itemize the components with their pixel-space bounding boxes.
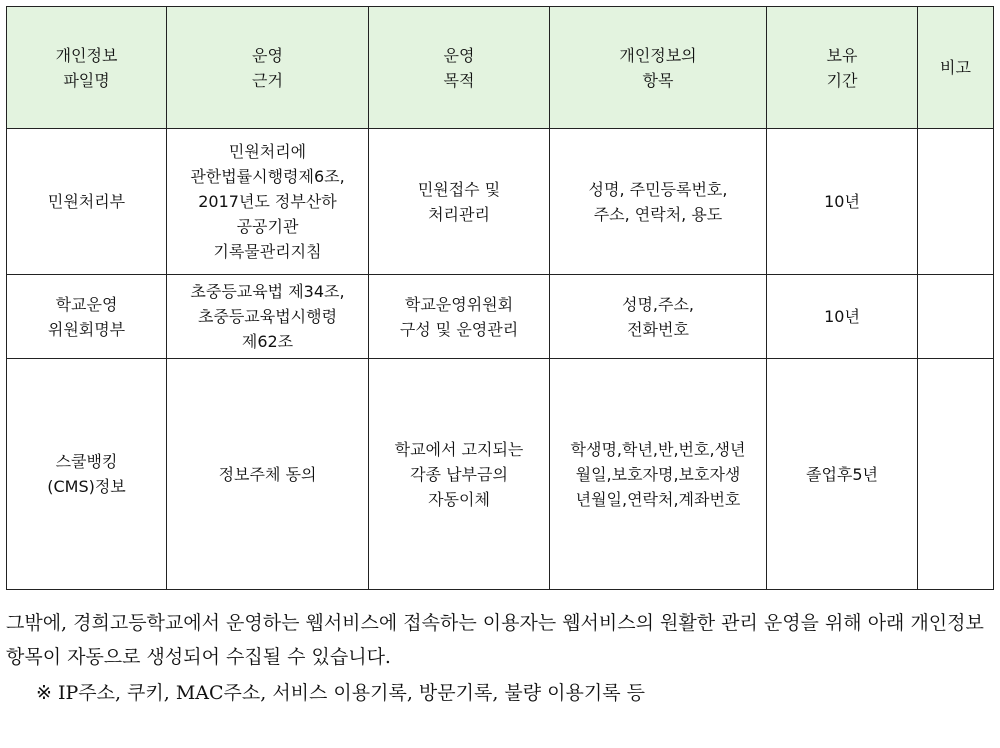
cell-legal-basis: 초중등교육법 제34조, 초중등교육법시행령 제62조 [167,275,369,359]
cell-file-name: 학교운영 위원회명부 [7,275,167,359]
cell-items: 성명,주소, 전화번호 [550,275,767,359]
header-legal-basis: 운영 근거 [167,7,369,129]
cell-purpose: 민원접수 및 처리관리 [369,129,550,275]
cell-file-name: 스쿨뱅킹 (CMS)정보 [7,359,167,590]
header-items: 개인정보의 항목 [550,7,767,129]
cell-retention: 10년 [767,275,918,359]
header-purpose: 운영 목적 [369,7,550,129]
cell-purpose: 학교운영위원회 구성 및 운영관리 [369,275,550,359]
cell-file-name: 민원처리부 [7,129,167,275]
auto-collected-items: ※ IP주소, 쿠키, MAC주소, 서비스 이용기록, 방문기록, 불량 이용기록 등 [36,682,645,704]
privacy-file-table [6,6,994,590]
cell-items: 성명, 주민등록번호, 주소, 연락처, 용도 [550,129,767,275]
auto-collection-notice: 그밖에, 경희고등학교에서 운영하는 웹서비스에 접속하는 이용자는 웹서비스의 원활한 관리 운영을 위해 아래 개인정보 항목이 자동으로 생성되어 수집될 수 있습니다. [6,612,984,668]
cell-remarks [918,359,994,590]
cell-retention: 졸업후5년 [767,359,918,590]
table-row [7,275,994,359]
cell-retention: 10년 [767,129,918,275]
cell-purpose: 학교에서 고지되는 각종 납부금의 자동이체 [369,359,550,590]
header-file-name: 개인정보 파일명 [7,7,167,129]
cell-items: 학생명,학년,반,번호,생년 월일,보호자명,보호자생 년월일,연락처,계좌번호 [550,359,767,590]
header-remarks: 비고 [918,7,994,129]
cell-legal-basis: 정보주체 동의 [167,359,369,590]
table-row [7,359,994,590]
table-header-row [7,7,994,129]
header-retention: 보유 기간 [767,7,918,129]
cell-legal-basis: 민원처리에 관한법률시행령제6조, 2017년도 정부산하 공공기관 기록물관리지침 [167,129,369,275]
cell-remarks [918,275,994,359]
table-row [7,129,994,275]
cell-remarks [918,129,994,275]
